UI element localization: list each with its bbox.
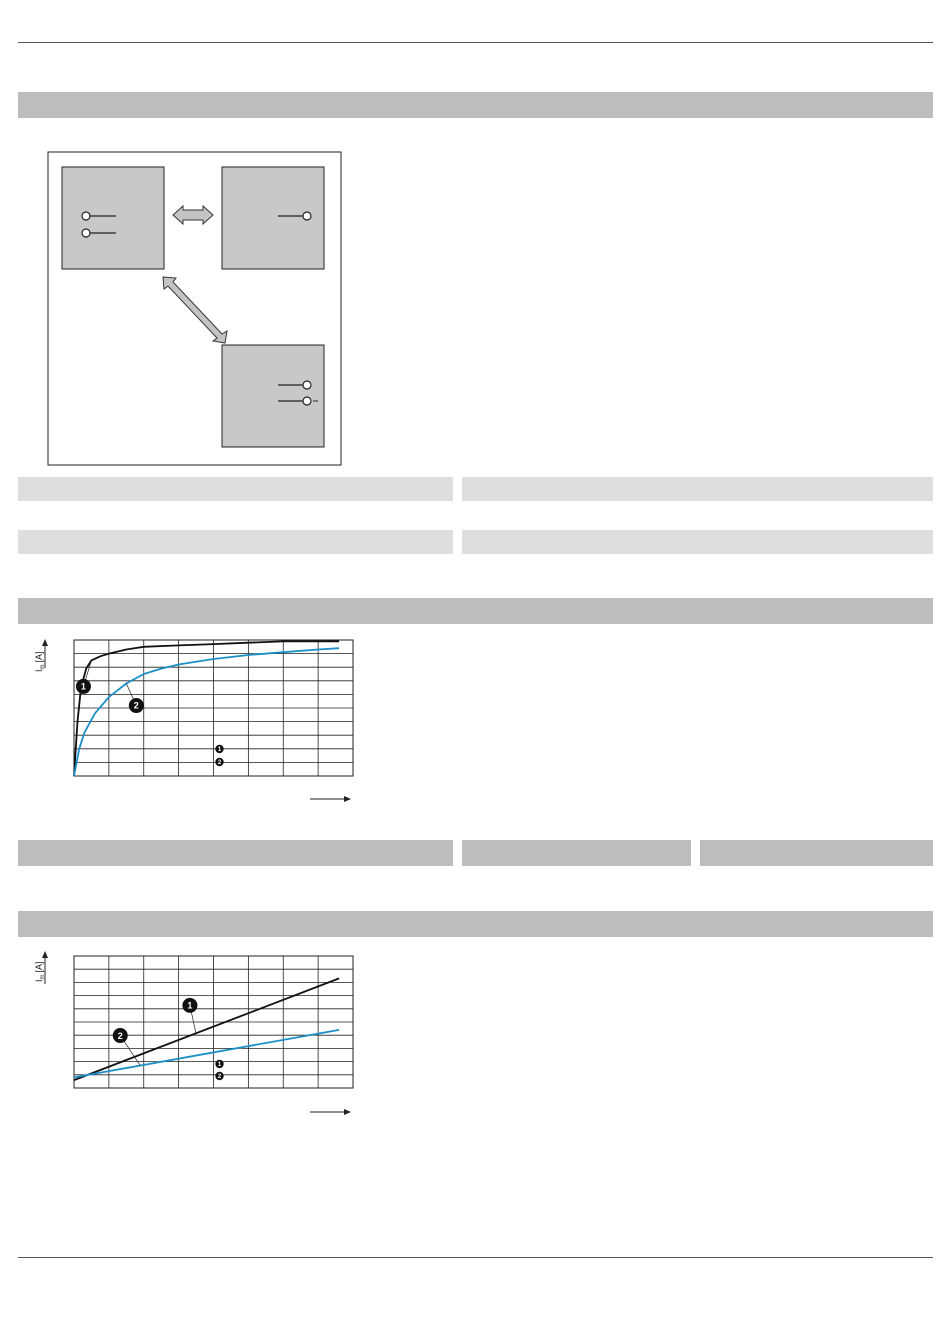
current-curve-chart-1	[28, 632, 368, 812]
info-bar-wide	[18, 840, 453, 866]
info-bar-left-1	[18, 477, 453, 501]
current-curve-chart-2	[28, 948, 368, 1126]
legend-badge-label: 2	[217, 760, 222, 767]
y-unit-label	[34, 651, 46, 672]
legend-badge-label: 1	[217, 747, 222, 754]
legend-badge-label: 2	[217, 1074, 222, 1081]
callout-badge-label: 1	[80, 681, 86, 692]
double-arrow-diagonal-icon	[163, 277, 227, 343]
series-line-1	[74, 641, 339, 776]
section-header-bar-1	[18, 92, 933, 118]
svg-text:Im[A]: $I_m[A]$	[34, 651, 46, 672]
info-bar-end	[700, 840, 933, 866]
y-unit-label	[34, 961, 46, 982]
footer-rule	[18, 1257, 933, 1258]
x-axis-arrow-icon	[310, 796, 351, 802]
legend-badge-label: 1	[217, 1062, 222, 1069]
callout-badge-label: 2	[117, 1030, 123, 1041]
info-bar-middle	[462, 840, 691, 866]
info-bar-left-2	[18, 530, 453, 554]
double-arrow-horizontal-icon	[173, 206, 213, 224]
x-axis-arrow-icon	[310, 1109, 351, 1115]
svg-text:Im[A]: $I_m[A]$	[34, 961, 46, 982]
info-bar-right-1	[462, 477, 933, 501]
header-rule	[18, 42, 933, 43]
callout-badge-label: 1	[187, 1000, 193, 1011]
callout-badge-label: 2	[133, 700, 139, 711]
section-header-bar-3	[18, 911, 933, 937]
module-box-c	[222, 345, 324, 447]
section-header-bar-2	[18, 598, 933, 624]
connection-diagram	[47, 151, 343, 467]
info-bar-right-2	[462, 530, 933, 554]
series-line-1	[74, 978, 339, 1080]
module-box-a	[62, 167, 164, 269]
